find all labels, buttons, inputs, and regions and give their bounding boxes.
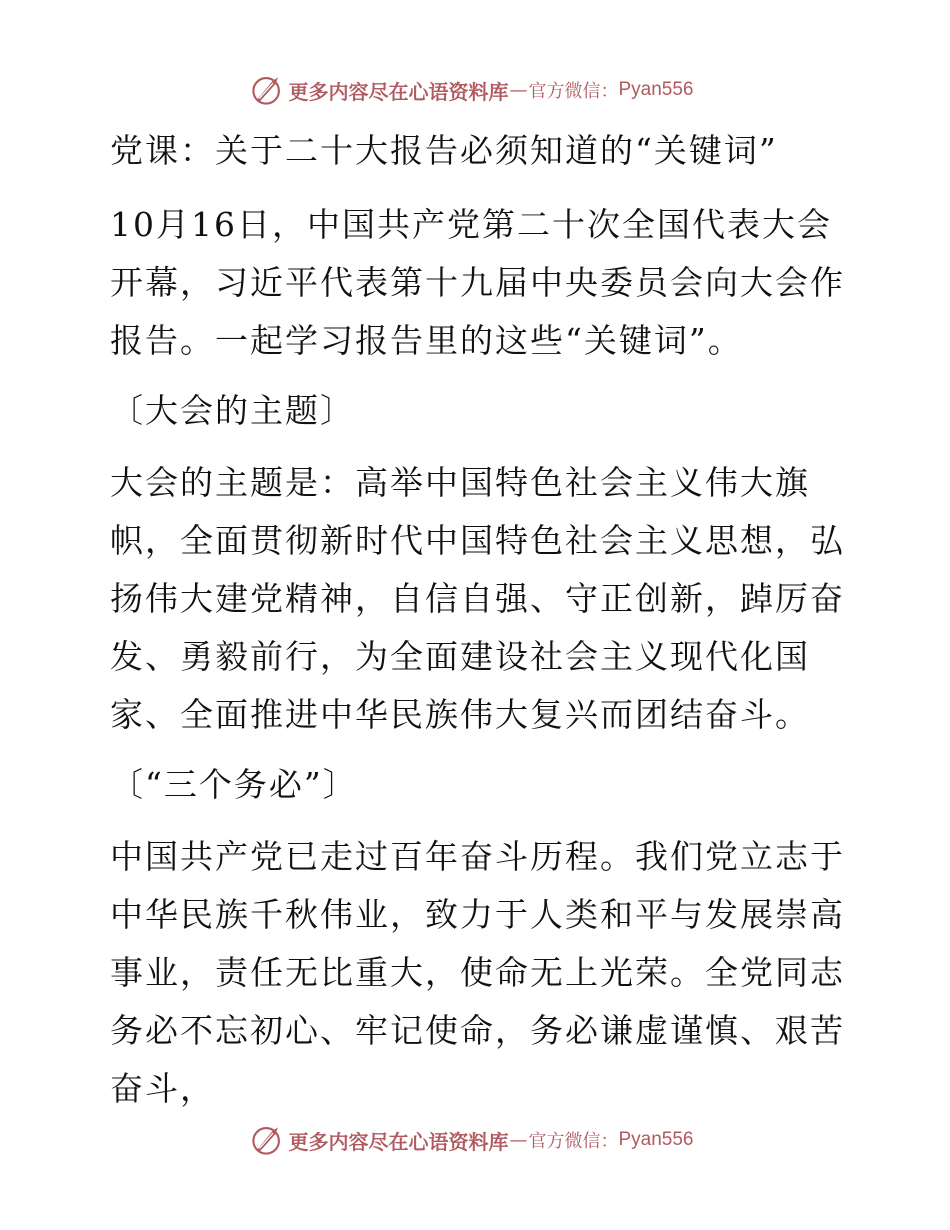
watermark-wechat-id: Pyan556 <box>618 79 694 100</box>
document-title: 党课：关于二十大报告必须知道的“关键词” <box>110 131 778 170</box>
header-watermark-banner <box>0 70 950 110</box>
watermark-brand-text: 更多内容尽在心语资料库 <box>288 79 509 104</box>
quill-pen-logo-icon <box>250 1123 284 1157</box>
three-musts-paragraph: 中国共产党已走过百年奋斗历程。我们党立志于中华民族千秋伟业，致力于人类和平与发展崇高事业，责任无比重大，使命无上光荣。全党同志务必不忘初心、牢记使命，务必谦虚谨慎、艰苦奋斗， <box>110 837 845 1108</box>
theme-paragraph: 大会的主题是：高举中国特色社会主义伟大旗帜，全面贯彻新时代中国特色社会主义思想，弘扬伟大建党精神，自信自强、守正创新，踔厉奋发、勇毅前行，为全面建设社会主义现代化国家、全面推进中华民族伟大复兴而团结奋斗。 <box>110 463 845 734</box>
watermark-dash: — <box>509 1129 528 1151</box>
intro-paragraph: 10月16日，中国共产党第二十次全国代表大会开幕，习近平代表第十九届中央委员会向大会作报告。一起学习报告里的这些“关键词”。 <box>110 205 845 360</box>
watermark-wechat-id: Pyan556 <box>618 1129 694 1150</box>
watermark-wechat-label: 官方微信： <box>528 81 619 102</box>
watermark-dash: — <box>509 79 528 101</box>
footer-watermark-banner <box>0 1120 950 1160</box>
section-heading-three-musts: 〔“三个务必”〕 <box>110 765 358 804</box>
section-heading-theme: 〔大会的主题〕 <box>110 391 355 430</box>
watermark-brand-text: 更多内容尽在心语资料库 <box>288 1129 509 1154</box>
document-body <box>98 122 858 1130</box>
watermark-wechat-label: 官方微信： <box>528 1131 619 1152</box>
quill-pen-logo-icon <box>250 73 284 107</box>
